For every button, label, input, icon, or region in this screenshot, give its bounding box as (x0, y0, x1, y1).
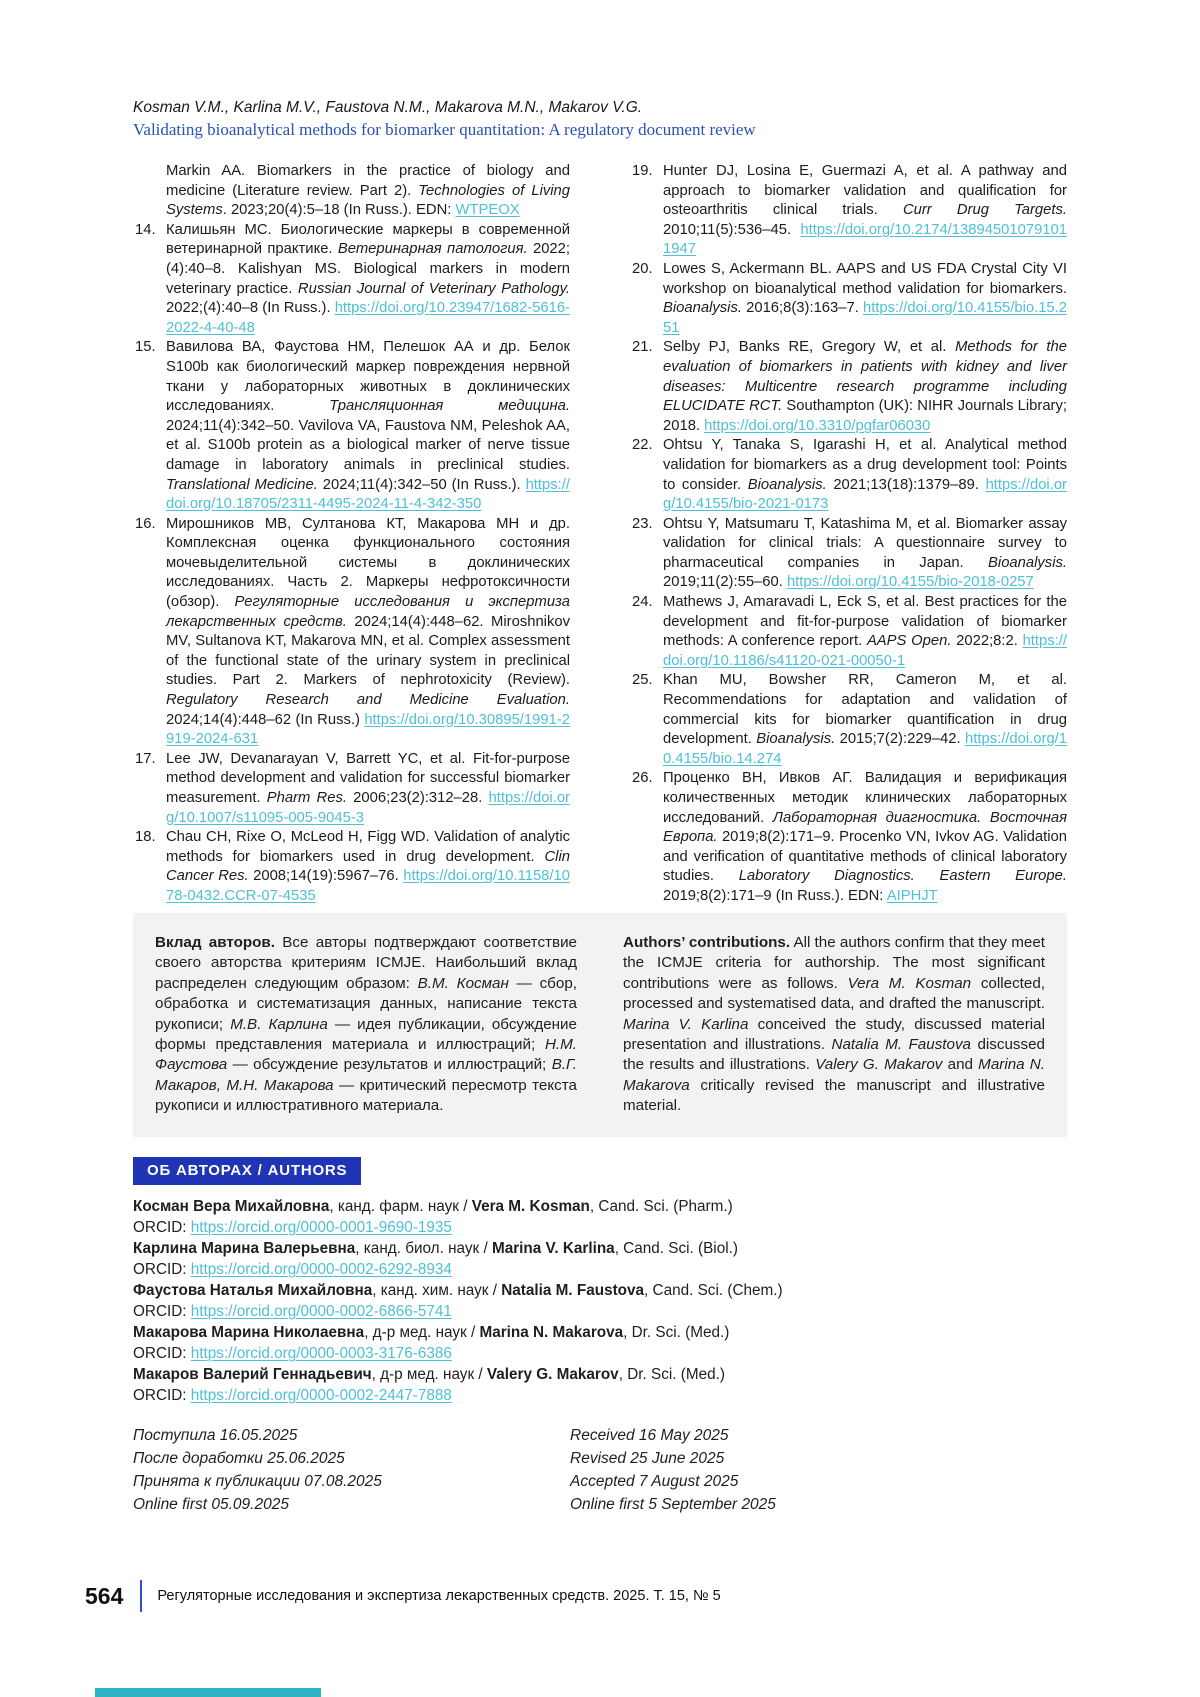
italic-text: Curr Drug Targets. (902, 202, 1068, 219)
reference-number: 24. (632, 594, 653, 611)
hyperlink[interactable]: https://orcid.org/0000-0002-2447-7888 (190, 1387, 452, 1404)
date-line: Online first 05.09.2025 (133, 1496, 289, 1513)
about-authors-list (133, 1196, 1078, 1406)
references-column-left (133, 162, 570, 907)
text: collected, processed and systematised data, and drafted the manuscript. (623, 974, 1046, 1013)
text: 2022;(4):40–8 (In Russ.). (166, 300, 335, 317)
date-line: Accepted 7 August 2025 (570, 1473, 739, 1490)
italic-text: Bioanalysis. (747, 476, 827, 493)
text: 2019;8(2):171–9 (In Russ.). EDN: (663, 887, 887, 904)
date-line: Online first 5 September 2025 (570, 1496, 776, 1513)
reference-item (630, 338, 1067, 436)
dates-russian (133, 1424, 570, 1516)
italic-text: В.Г. Макаров, М.Н. Макарова (155, 1056, 577, 1094)
text: , канд. хим. наук / (372, 1282, 502, 1299)
text: Все авторы подтверждают соответствие своего авторства критериям ICMJE. Наибольший вклад распределен следующим образом: (155, 934, 578, 992)
text: All the authors confirm that they meet the ICMJE criteria for authorship. The most significant contributions were as follows. (623, 934, 1046, 992)
hyperlink[interactable]: https://doi.org/10.4155/bio.15.251 (663, 300, 1067, 336)
hyperlink[interactable]: https://orcid.org/0000-0001-9690-1935 (190, 1219, 452, 1236)
italic-text: Translational Medicine. (166, 476, 318, 493)
text: ORCID: (133, 1303, 191, 1320)
italic-text: Marina V. Karlina (623, 1015, 749, 1033)
reference-item (630, 769, 1067, 906)
italic-text: Technologies of Living Systems (166, 182, 571, 219)
reference-item (630, 162, 1067, 260)
text: — идея публикации, обсуждение формы представления материала и иллюстраций; (155, 1015, 577, 1054)
reference-item (133, 750, 570, 828)
italic-text: Methods for the evaluation of biomarkers in patients with kidney and liver diseases: Multicentre research programme including ELUCIDATE RCT. (663, 339, 1067, 415)
text: 2015;7(2):229–42. (835, 731, 966, 748)
text: and (942, 1056, 979, 1074)
hyperlink[interactable]: https://doi.org/10.1158/1078-0432.CCR-07-4535 (166, 868, 570, 904)
reference-item (630, 515, 1067, 593)
hyperlink[interactable]: https://doi.org/10.18705/2311-4495-2024-11-4-342-350 (166, 476, 570, 513)
author-name-line (133, 1322, 1078, 1343)
running-head-title: Validating bioanalytical methods for biomarker quantitation: A regulatory document review (133, 120, 756, 139)
text: discussed the results and illustrations. (623, 1036, 1046, 1074)
reference-number: 15. (135, 339, 156, 356)
author-name-line (133, 1238, 1078, 1259)
text: ORCID: (133, 1387, 191, 1404)
author-name-line (133, 1364, 1078, 1385)
date-line: Принята к публикации 07.08.2025 (133, 1473, 382, 1490)
date-line: Revised 25 June 2025 (570, 1450, 725, 1467)
text: Lowes S, Ackermann BL. AAPS and US FDA Crystal City VI workshop on bioanalytical method validation for biomarkers. (663, 260, 1067, 297)
hyperlink[interactable]: https://doi.org/10.30895/1991-2919-2024-631 (166, 711, 570, 748)
hyperlink[interactable]: https://orcid.org/0000-0002-6292-8934 (190, 1261, 452, 1278)
references-column-right (630, 162, 1067, 907)
text: — обсуждение результатов и иллюстраций; (227, 1056, 552, 1074)
text: 2022;8:2. (951, 633, 1023, 650)
text: Проценко ВН, Ивков АГ. Валидация и верификация количественных методик клинических лабораторных исследований. (663, 770, 1067, 826)
text: 2022;(4):40–8. Kalishyan MS. Biological markers in modern veterinary practice. (166, 241, 570, 297)
italic-text: Vera M. Kosman (847, 974, 972, 992)
author-orcid-line (133, 1385, 1078, 1406)
hyperlink[interactable]: https://doi.org/10.23947/1682-5616-2022-4-40-48 (166, 300, 570, 336)
text: 2024;14(4):448–62 (In Russ.) (166, 711, 365, 728)
text: 2024;11(4):342–50. Vavilova VA, Faustova NM, Peleshok AA, et al. S100b protein as a biological marker of nerve tissue damage in laboratory animals in preclinical studies. (166, 417, 570, 473)
italic-text: Pharm Res. (266, 790, 347, 806)
hyperlink[interactable]: https://orcid.org/0000-0002-6866-5741 (190, 1303, 452, 1320)
text: ORCID: (133, 1219, 191, 1236)
text: 2006;23(2):312–28. (346, 790, 489, 806)
text: 2021;13(18):1379–89. (826, 476, 986, 493)
text: . 2023;20(4):5–18 (In Russ.). EDN: (222, 202, 456, 219)
reference-number: 22. (632, 437, 653, 454)
contributions-english (623, 933, 1045, 1117)
date-line: Received 16 May 2025 (570, 1427, 729, 1444)
reference-number: 26. (632, 770, 653, 787)
text: Lee JW, Devanarayan V, Barrett YC, et al. Fit-for-purpose method development and validation for successful biomarker measurement. (166, 750, 570, 806)
bold-text: Valery G. Makarov (486, 1366, 619, 1383)
text: Мирошников МВ, Султанова КТ, Макарова МН и др. Комплексная оценка функционального состояния мочевыделительной системы в доклинических исследованиях. Часть 2. Маркеры нефротоксичности (обзор). (166, 515, 570, 611)
text: , Dr. Sci. (Med.) (618, 1366, 725, 1383)
text: Вавилова ВА, Фаустова НМ, Пелешок АА и др. Белок S100b как биологический маркер повреждения нервной ткани у лабораторных животных в доклинических исследованиях. (166, 339, 570, 415)
journal-citation: Регуляторные исследования и экспертиза лекарственных средств. 2025. Т. 15, № 5 (157, 1588, 721, 1604)
reference-number: 16. (135, 515, 156, 532)
author-name-line (133, 1196, 1078, 1217)
reference-number: 14. (135, 221, 156, 238)
text: , Cand. Sci. (Chem.) (644, 1282, 783, 1299)
text: , Cand. Sci. (Biol.) (614, 1240, 738, 1257)
author-orcid-line (133, 1343, 1078, 1364)
author-orcid-line (133, 1217, 1078, 1238)
date-line: Поступила 16.05.2025 (133, 1427, 298, 1444)
text: 2008;14(19):5967–76. (248, 868, 404, 885)
bold-text: Макарова Марина Николаевна (133, 1324, 365, 1341)
text: 2019;11(2):55–60. (663, 574, 787, 591)
text: 2016;8(3):163–7. (741, 300, 863, 317)
italic-text: Valery G. Makarov (815, 1056, 943, 1074)
bold-text: Authors’ contributions. (623, 934, 791, 951)
article-dates (133, 1424, 1073, 1516)
text: Ohtsu Y, Tanaka S, Igarashi H, et al. Analytical method validation for biomarkers as a drug development tool: Points to consider. (663, 437, 1067, 493)
reference-item (133, 162, 570, 221)
text: ORCID: (133, 1345, 191, 1362)
hyperlink[interactable]: https://doi.org/10.2174/138945010791011947 (663, 221, 1067, 258)
hyperlink[interactable]: https://orcid.org/0000-0003-3176-6386 (190, 1345, 452, 1362)
text: 2024;14(4):448–62. Miroshnikov MV, Sultanova KT, Makarova MN, et al. Complex assessment of the functional state of the urinary system in preclinical studies. Part 2. Markers of nephrotoxicity (Review). (166, 613, 570, 689)
author-orcid-line (133, 1301, 1078, 1322)
italic-text: Laboratory Diagnostics. Eastern Europe. (738, 868, 1067, 885)
bold-text: Косман Вера Михайловна (133, 1198, 330, 1215)
text: , д-р мед. наук / (371, 1366, 487, 1383)
text: , Cand. Sci. (Pharm.) (589, 1198, 733, 1215)
text: 2010;11(5):536–45. (663, 221, 801, 238)
text: , канд. биол. наук / (355, 1240, 492, 1257)
bold-text: Фаустова Наталья Михайловна (133, 1282, 373, 1299)
reference-item (630, 436, 1067, 514)
text: Mathews J, Amaravadi L, Eck S, et al. Best practices for the development and fit-for-purpose validation of biomarker methods: A conference report. (663, 594, 1067, 650)
reference-item (133, 338, 570, 514)
reference-number: 17. (135, 750, 156, 767)
hyperlink[interactable]: https://doi.org/10.3310/pgfar06030 (704, 417, 931, 434)
reference-number: 18. (135, 829, 156, 846)
reference-item (630, 671, 1067, 769)
hyperlink[interactable]: WTPEOX (455, 202, 520, 219)
running-head (133, 99, 1073, 140)
text: , канд. фарм. наук / (329, 1198, 472, 1215)
dates-english (570, 1424, 1007, 1516)
text: Khan MU, Bowsher RR, Cameron M, et al. Recommendations for adaptation and validation of commercial kits for biomarker quantification in drug development. (663, 672, 1067, 748)
italic-text: Russian Journal of Veterinary Pathology. (297, 280, 570, 297)
text: , д-р мед. наук / (364, 1324, 480, 1341)
running-head-authors: Kosman V.M., Karlina M.V., Faustova N.M., Makarova M.N., Makarov V.G. (133, 99, 643, 116)
text: Hunter DJ, Losina E, Guermazi A, et al. A pathway and approach to biomarker validation and qualification for osteoarthritis clinical trials. (663, 163, 1067, 219)
hyperlink[interactable]: https://doi.org/10.4155/bio-2021-0173 (663, 476, 1067, 513)
reference-item (133, 515, 570, 750)
text: — сбор, обработка и систематизация данных, написание текста рукописи; (155, 974, 577, 1033)
italic-text: Н.М. Фаустова (155, 1036, 577, 1074)
reference-item (630, 593, 1067, 671)
text: Ohtsu Y, Matsumaru T, Katashima M, et al. Biomarker assay validation for clinical trials: A questionnaire survey to pharmaceutical companies in Japan. (663, 515, 1067, 571)
text: critically revised the manuscript and illustrative material. (623, 1076, 1045, 1115)
hyperlink[interactable]: AIPHJT (886, 887, 938, 904)
hyperlink[interactable]: https://doi.org/10.4155/bio.14.274 (663, 731, 1068, 767)
italic-text: Bioanalysis. (663, 300, 742, 317)
bottom-teal-bar (95, 1688, 321, 1697)
about-authors-heading: ОБ АВТОРАХ / AUTHORS (133, 1157, 361, 1185)
text: conceived the study, discussed material presentation and illustrations. (623, 1015, 1045, 1054)
author-orcid-line (133, 1259, 1078, 1280)
bold-text: Макаров Валерий Геннадьевич (133, 1366, 372, 1383)
reference-item (133, 828, 570, 906)
page-number: 564 (85, 1582, 124, 1609)
hyperlink[interactable]: https://doi.org/10.4155/bio-2018-0257 (786, 574, 1034, 591)
italic-text: Natalia M. Faustova (831, 1036, 972, 1054)
authors-contributions-box (133, 913, 1067, 1137)
italic-text: Лабораторная диагностика. Восточная Европа. (663, 809, 1067, 846)
italic-text: Bioanalysis. (988, 554, 1067, 571)
italic-text: Bioanalysis. (756, 731, 836, 748)
text: , Dr. Sci. (Med.) (623, 1324, 730, 1341)
hyperlink[interactable]: https://doi.org/10.1007/s11095-005-9045-3 (166, 790, 570, 826)
italic-text: Регуляторные исследования и экспертиза лекарственных средств. (166, 594, 570, 630)
date-line: После доработки 25.06.2025 (133, 1450, 345, 1467)
italic-text: В.М. Косман (417, 974, 509, 992)
italic-text: Clin Cancer Res. (166, 848, 570, 885)
italic-text: М.В. Карлина (230, 1015, 328, 1033)
author-name-line (133, 1280, 1078, 1301)
text: Chau CH, Rixe O, McLeod H, Figg WD. Validation of analytic methods for biomarkers used in drug development. (166, 829, 570, 865)
bold-text: Вклад авторов. (155, 934, 275, 951)
hyperlink[interactable]: https://doi.org/10.1186/s41120-021-00050-1 (663, 633, 1067, 669)
text: Markin AA. Biomarkers in the practice of biology and medicine (Literature review. Part 2). (166, 163, 570, 199)
text: Калишьян МС. Биологические маркеры в современной ветеринарной практике. (166, 221, 570, 258)
italic-text: AAPS Open. (866, 633, 952, 650)
text: Southampton (UK): NIHR Journals Library; 2018. (663, 398, 1067, 434)
bold-text: Marina V. Karlina (491, 1240, 615, 1257)
text: 2019;8(2):171–9. Procenko VN, Ivkov AG. Validation and verification of quantitative methods of clinical laboratory studies. (663, 829, 1067, 885)
bold-text: Карлина Марина Валерьевна (133, 1240, 356, 1257)
footer-divider (140, 1580, 142, 1612)
bold-text: Marina N. Makarova (479, 1324, 624, 1341)
italic-text: Трансляционная медицина. (329, 398, 570, 415)
reference-number: 21. (632, 339, 653, 356)
text: 2024;11(4):342–50 (In Russ.). (317, 476, 526, 493)
reference-number: 23. (632, 515, 653, 532)
text: — критический пересмотр текста рукописи и иллюстративного материала. (155, 1076, 577, 1115)
bold-text: Natalia M. Faustova (501, 1282, 645, 1299)
reference-item (630, 260, 1067, 338)
contributions-russian (155, 933, 577, 1117)
reference-number: 25. (632, 672, 653, 689)
page-footer (85, 1580, 721, 1612)
text: Selby PJ, Banks RE, Gregory W, et al. (663, 339, 956, 356)
reference-number: 20. (632, 260, 653, 277)
italic-text: Marina N. Makarova (623, 1056, 1045, 1094)
italic-text: Ветеринарная патология. (337, 241, 528, 258)
bold-text: Vera M. Kosman (471, 1198, 590, 1215)
italic-text: Regulatory Research and Medicine Evaluation. (166, 692, 570, 709)
reference-number: 19. (632, 163, 653, 179)
reference-item (133, 221, 570, 339)
text: ORCID: (133, 1261, 191, 1278)
reference-list (133, 162, 1067, 907)
